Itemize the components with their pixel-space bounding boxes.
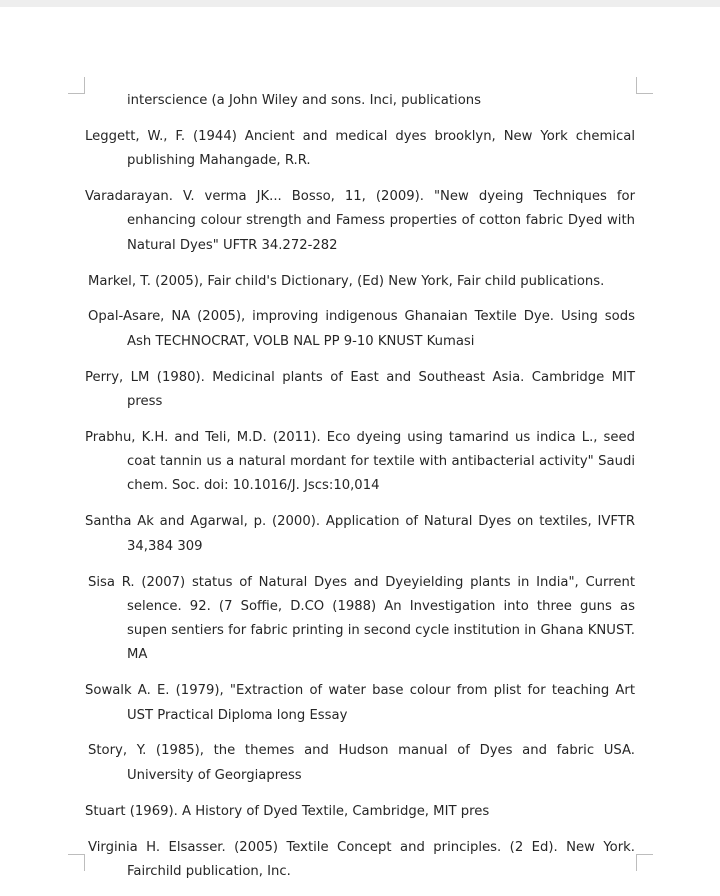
margin-corner-top-left (68, 77, 85, 94)
reference-entry: interscience (a John Wiley and sons. Inci, publications (127, 93, 482, 108)
margin-corner-top-right (636, 77, 653, 94)
reference-entry: Leggett, W., F. (1944) Ancient and medical dyes brooklyn, New York chemical publishing Mahangade, R.R. (85, 128, 635, 169)
reference-entry: Prabhu, K.H. and Teli, M.D. (2011). Eco dyeing using tamarind us indica L., seed coat tannin us a natural mordant for textile with antibacterial activity" Saudi chem. Soc. doi: 10.1016/J. Jscs:10,014 (85, 429, 635, 494)
reference-entry: Opal-Asare, NA (2005), improving indigenous Ghanaian Textile Dye. Using sods Ash TECHNOCRAT, VOLB NAL PP 9-10 KNUST Kumasi (88, 309, 635, 349)
reference-entry: Stuart (1969). A History of Dyed Textile, Cambridge, MIT pres (85, 803, 490, 819)
document-page (0, 7, 720, 879)
reference-entry: Virginia H. Elsasser. (2005) Textile Concept and principles. (2 Ed). New York. Fairchild publication, Inc. (88, 839, 635, 879)
reference-entry: Markel, T. (2005), Fair child's Dictionary, (Ed) New York, Fair child publications. (88, 273, 605, 289)
reference-entry: Story, Y. (1985), the themes and Hudson manual of Dyes and fabric USA. University of Georgiapress (88, 743, 635, 783)
reference-list (85, 89, 635, 896)
reference-entry: Santha Ak and Agarwal, p. (2000). Application of Natural Dyes on textiles, IVFTR 34,384 309 (85, 514, 635, 554)
viewer-top-bar (0, 0, 720, 7)
reference-entry: Perry, LM (1980). Medicinal plants of East and Southeast Asia. Cambridge MIT press (85, 369, 635, 409)
margin-corner-bottom-right (636, 854, 653, 871)
reference-entry: Sisa R. (2007) status of Natural Dyes and Dyeyielding plants in India", Current selence. 92. (7 Soffie, D.CO (1988) An Investigation into three guns as supen sentiers for fabric printing in second cycle institution in Ghana KNUST. MA (88, 574, 635, 663)
reference-entry: Sowalk A. E. (1979), "Extraction of water base colour from plist for teaching Art UST Practical Diploma long Essay (85, 683, 635, 723)
margin-corner-bottom-left (68, 854, 85, 871)
reference-entry: Varadarayan. V. verma JK... Bosso, 11, (2009). "New dyeing Techniques for enhancing colour strength and Famess properties of cotton fabric Dyed with Natural Dyes" UFTR 34.272-282 (85, 189, 635, 253)
